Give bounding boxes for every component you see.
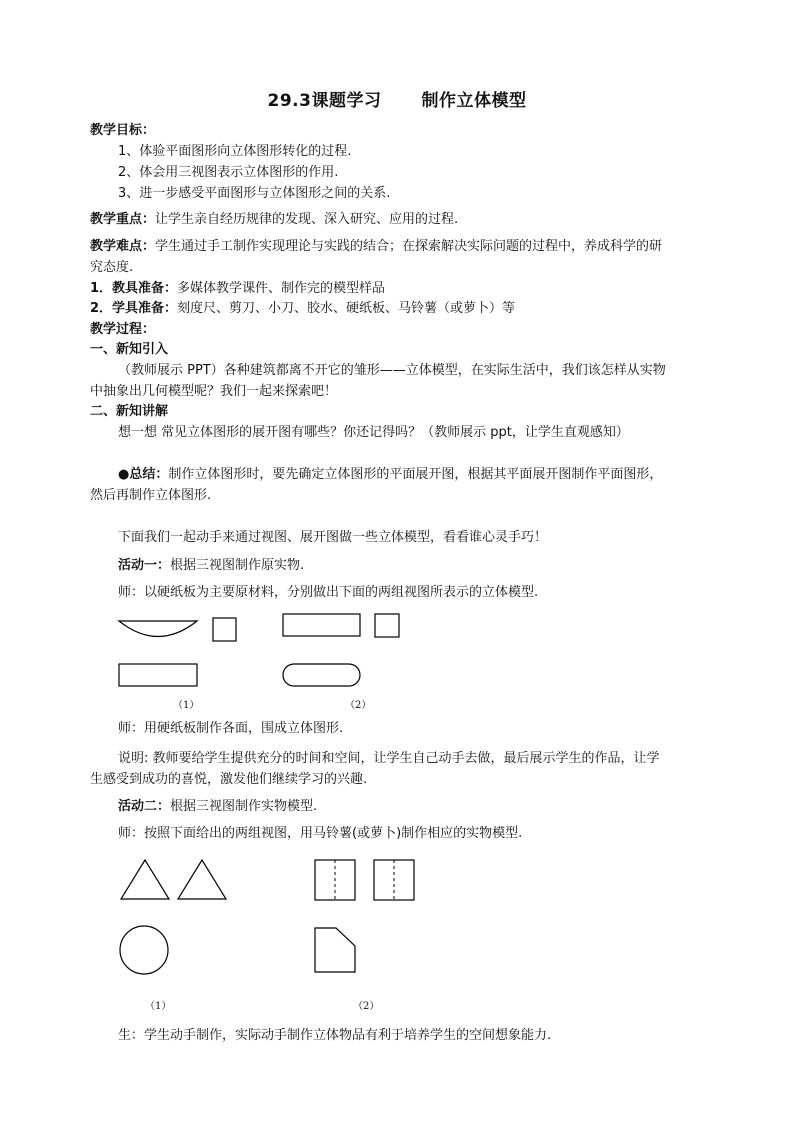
section2-heading: 二、新知讲解 [90, 404, 169, 419]
difficulty-label: 教学难点： [90, 239, 156, 254]
objectives-heading: 教学目标： [90, 123, 156, 138]
activity1-note-2: 生感受到成功的喜悦，激发他们继续学习的兴趣. [90, 772, 368, 787]
activity1-text: 根据三视图制作原实物. [170, 558, 305, 573]
chamfered-square-top-view [315, 928, 355, 972]
title-topic: 制作立体模型 [421, 91, 527, 111]
activity1-teacher-2: 师：用硬纸板制作各面，围成立体图形. [118, 721, 344, 736]
teacher-prep-label: 1．教具准备： [90, 281, 178, 296]
objective-item-1: 1、体验平面图形向立体图形转化的过程. [118, 144, 352, 159]
section1-line-2: 中抽象出几何模型呢？我们一起来探索吧！ [90, 384, 338, 399]
teacher-prep-text: 多媒体教学课件、制作完的模型样品 [177, 281, 386, 296]
process-heading: 教学过程： [90, 322, 156, 337]
activity1-label: 活动一： [118, 558, 171, 573]
summary-line-2: 然后再制作立体图形. [90, 488, 212, 503]
activity1-caption-1: （1） [173, 700, 200, 711]
circle-top-view [120, 926, 168, 974]
activity2-student: 生：学生动手制作，实际动手制作立体物品有利于培养学生的空间想象能力. [118, 1028, 552, 1043]
difficulty-text-1: 学生通过手工制作实现理论与实践的结合；在探索解决实际问题的过程中，养成科学的研 [155, 239, 663, 254]
triangle-front-view [121, 860, 169, 899]
activity1-caption-2: （2） [345, 700, 372, 711]
activity2-caption-1: （1） [145, 1001, 172, 1012]
think-question: 想一想 常见立体图形的展开图有哪些？你还记得吗？（教师展示 ppt，让学生直观感知） [118, 425, 629, 440]
difficulty-text-2: 究态度. [90, 260, 134, 275]
triangle-side-view [178, 860, 226, 899]
section1-line-1: （教师展示 PPT）各种建筑都离不开它的雏形——立体模型，在实际生活中，我们该怎样从实物 [118, 363, 666, 378]
activity2-caption-2: （2） [353, 1001, 380, 1012]
objective-item-3: 3、进一步感受平面图形与立体图形之间的关系. [118, 186, 391, 201]
objective-item-2: 2、体会用三视图表示立体图形的作用. [118, 165, 339, 180]
intro-line: 下面我们一起动手来通过视图、展开图做一些立体模型，看看谁心灵手巧！ [118, 530, 548, 545]
activity1-teacher: 师：以硬纸板为主要原材料，分别做出下面的两组视图所表示的立体模型. [118, 585, 539, 600]
activity2-text: 根据三视图制作实物模型. [170, 799, 318, 814]
summary-label: ●总结： [118, 467, 169, 482]
activity1-note-1: 说明: 教师要给学生提供充分的时间和空间，让学生自己动手去做，最后展示学生的作品，让学 [118, 751, 660, 766]
student-prep-text: 刻度尺、剪刀、小刀、胶水、硬纸板、马铃薯（或萝卜）等 [177, 301, 516, 316]
student-prep-label: 2．学具准备： [90, 301, 178, 316]
activity2-label: 活动二： [118, 799, 171, 814]
summary-line-1: 制作立体图形时，要先确定立体图形的平面展开图，根据其平面展开图制作平面图形， [168, 467, 663, 482]
section1-heading: 一、新知引入 [90, 342, 169, 357]
activity2-teacher: 师：按照下面给出的两组视图，用马铃薯(或萝卜)制作相应的实物模型. [118, 826, 523, 841]
key-point-label: 教学重点： [90, 212, 156, 227]
key-point-text: 让学生亲自经历规律的发现、深入研究、应用的过程. [155, 212, 459, 227]
title-number: 29.3课题学习 [267, 91, 382, 111]
